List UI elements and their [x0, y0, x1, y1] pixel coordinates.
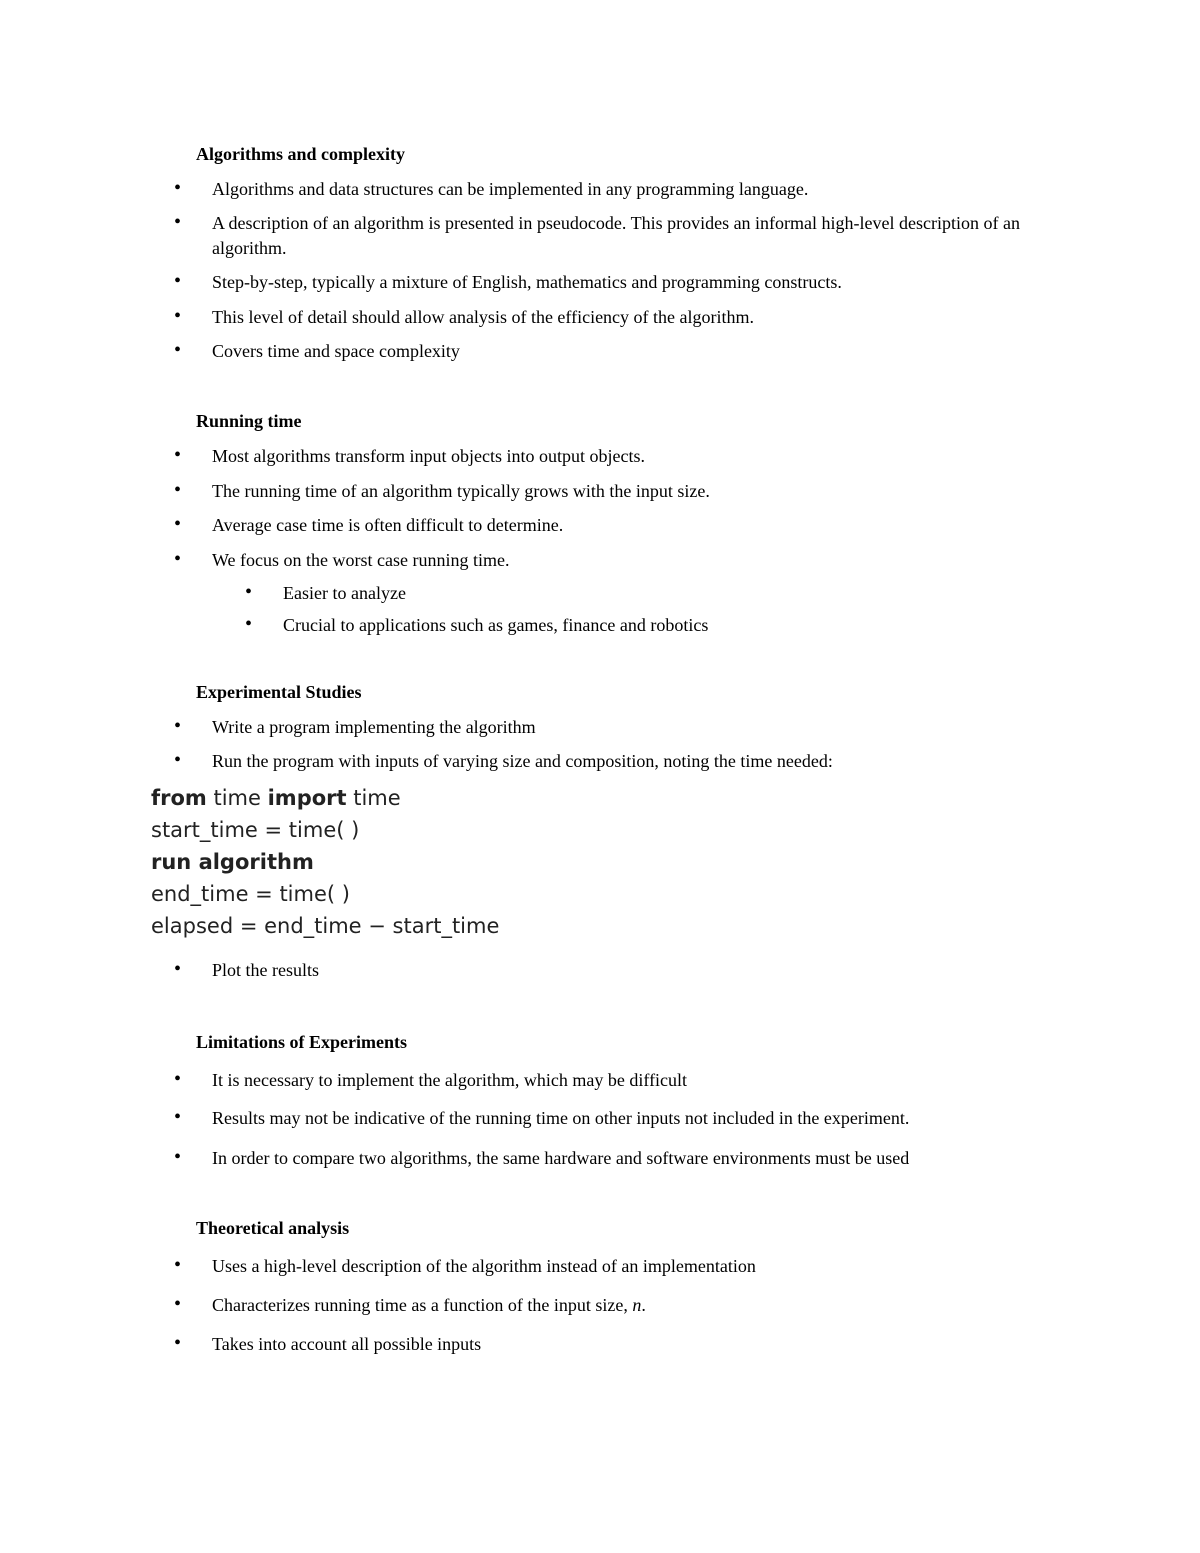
list-item: • Step-by-step, typically a mixture of English, mathematics and programming constructs. — [174, 270, 842, 292]
bullet-icon: • — [174, 1106, 182, 1128]
bullet-icon: • — [174, 548, 182, 570]
bullet-icon: • — [245, 581, 253, 603]
bullet-icon: • — [174, 1332, 182, 1354]
list-item: • Plot the results — [174, 958, 319, 980]
section-heading-theoretical: Theoretical analysis — [196, 1218, 350, 1238]
variable-n: n — [632, 1295, 642, 1315]
list-item: • A description of an algorithm is presented in pseudocode. This provides an informal high-level description of an algorithm. — [174, 211, 1020, 258]
list-item: • Results may not be indicative of the running time on other inputs not included in the experiment. — [174, 1106, 910, 1128]
bullet-icon: • — [174, 1068, 182, 1090]
list-item: • Average case time is often difficult to determine. — [174, 513, 564, 535]
list-item: • Run the program with inputs of varying size and composition, noting the time needed: — [174, 749, 833, 771]
list-item: • This level of detail should allow analysis of the efficiency of the algorithm. — [174, 305, 755, 327]
bullet-icon: • — [174, 211, 182, 233]
list-item: • Covers time and space complexity — [174, 339, 460, 361]
section-heading-running-time: Running time — [196, 411, 302, 431]
list-item: • In order to compare two algorithms, the same hardware and software environments must be used — [174, 1146, 910, 1168]
section-heading-experimental: Experimental Studies — [196, 682, 362, 702]
list-item: • Characterizes running time as a function of the input size, n. — [174, 1293, 646, 1315]
list-item: • Algorithms and data structures can be implemented in any programming language. — [174, 177, 809, 199]
list-item: • Most algorithms transform input objects into output objects. — [174, 444, 645, 466]
list-item: • Uses a high-level description of the algorithm instead of an implementation — [174, 1254, 756, 1276]
code-block: from time import time start_time = time( ) run algorithm end_time = time( ) elapsed = end_time − start_time — [151, 786, 500, 938]
bullet-icon: • — [174, 339, 182, 361]
bullet-icon: • — [245, 613, 253, 635]
bullet-icon: • — [174, 749, 182, 771]
bullet-icon: • — [174, 444, 182, 466]
bullet-icon: • — [174, 715, 182, 737]
bullet-icon: • — [174, 1293, 182, 1315]
code-keyword: from — [151, 786, 207, 810]
bullet-icon: • — [174, 270, 182, 292]
list-item: • Takes into account all possible inputs — [174, 1332, 482, 1354]
code-line: run algorithm — [151, 850, 314, 874]
list-item: • It is necessary to implement the algorithm, which may be difficult — [174, 1068, 688, 1090]
section-heading-algorithms: Algorithms and complexity — [196, 144, 405, 164]
code-line: end_time = time( ) — [151, 882, 350, 906]
code-line: elapsed = end_time − start_time — [151, 914, 500, 938]
bullet-icon: • — [174, 958, 182, 980]
bullet-icon: • — [174, 305, 182, 327]
list-item: • We focus on the worst case running time. — [174, 548, 510, 570]
list-item: • Write a program implementing the algorithm — [174, 715, 536, 737]
code-line: start_time = time( ) — [151, 818, 360, 842]
sub-list-item: • Easier to analyze — [245, 581, 406, 603]
bullet-icon: • — [174, 513, 182, 535]
section-heading-limitations: Limitations of Experiments — [196, 1032, 407, 1052]
sub-list-item: • Crucial to applications such as games, finance and robotics — [245, 613, 709, 635]
bullet-icon: • — [174, 479, 182, 501]
code-keyword: import — [267, 786, 347, 810]
list-item: • The running time of an algorithm typically grows with the input size. — [174, 479, 710, 501]
bullet-icon: • — [174, 1146, 182, 1168]
bullet-icon: • — [174, 177, 182, 199]
bullet-icon: • — [174, 1254, 182, 1276]
